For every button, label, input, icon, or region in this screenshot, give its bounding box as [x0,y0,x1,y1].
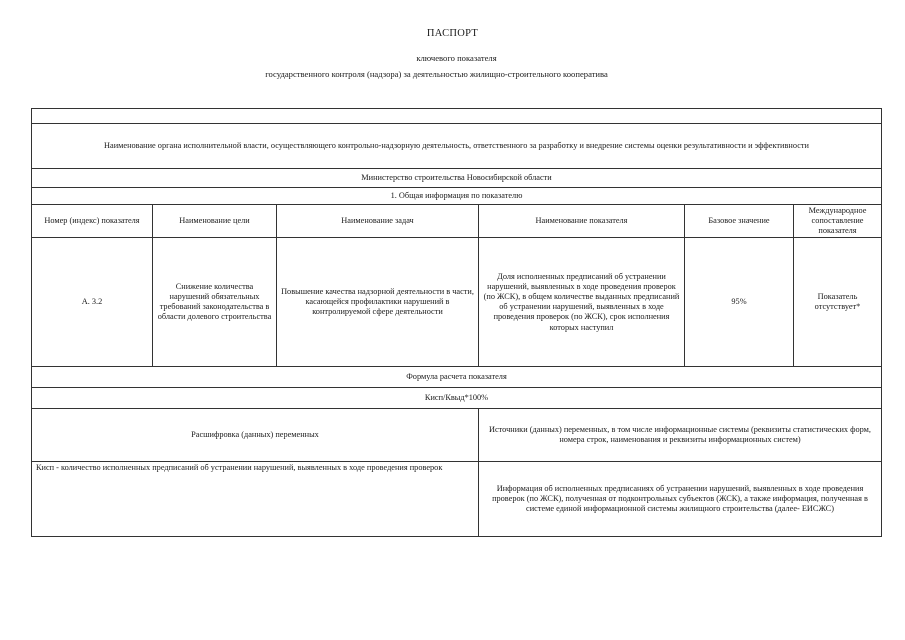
column-header-row [32,205,882,238]
cell-indicator: Доля исполненных предписаний об устранении нарушений, выявленных в ходе проведения проверок (по ЖСК), в общем количестве выданных предписаний об устранении нарушений, выявленных в ходе проведения проверок (по ЖСК), срок исполнения которых наступил [479,238,685,367]
header-goal: Наименование цели [153,205,277,238]
cell-task: Повышение качества надзорной деятельности в части, касающейся профилактики нарушений в контролируемой сфере деятельности [277,238,479,367]
variable-definition-cell: Кисп - количество исполненных предписаний об устранении нарушений, выявленных в ходе проведения проверок [32,462,479,537]
header-base-value: Базовое значение [685,205,794,238]
ministry-row [32,169,882,188]
variables-row [32,462,882,537]
variables-header-right: Источники (данных) переменных, в том числе информационные системы (реквизиты статистических форм, номера строк, наименования и реквизиты информационных систем) [479,409,882,462]
formula-header-row [32,367,882,388]
subtitle-line-1: ключевого показателя [416,53,497,63]
page-title: ПАСПОРТ [426,28,479,39]
header-task: Наименование задач [277,205,479,238]
formula-cell: Кисп/Квыд*100% [32,388,882,409]
organ-row [32,124,882,169]
ministry-cell: Министерство строительства Новосибирской области [32,169,882,188]
variables-header-left: Расшифровка (данных) переменных [32,409,479,462]
header-intl: Международное сопоставление показателя [794,205,882,238]
organ-label-cell: Наименование органа исполнительной власти, осуществляющего контрольно-надзорную деятельность, ответственного за разработку и внедрение системы оценки результативности и эффективности [32,124,882,169]
cell-index: А. 3.2 [32,238,153,367]
subtitle-line-2: государственного контроля (надзора) за деятельностью жилищно-строительного кооператива [265,69,608,79]
variables-header-row [32,409,882,462]
formula-row [32,388,882,409]
cell-goal: Снижение количества нарушений обязательных требований законодательства в области долевого строительства [153,238,277,367]
header-index: Номер (индекс) показателя [32,205,153,238]
variable-source-cell: Информация об исполненных предписаниях об устранении нарушений, выявленных в ходе проведения проверок (по ЖСК), полученная от подконтрольных субъектов (ЖСК), а также информация, полученная в системе единой информационной системы жилищного строительства (далее- ЕИСЖС) [479,462,882,537]
general-info-cell: 1. Общая информация по показателю [32,188,882,205]
cell-intl: Показатель отсутствует* [794,238,882,367]
table-spacer-row [32,109,882,124]
cell-base-value: 95% [685,238,794,367]
table-row [32,238,882,367]
formula-header-cell: Формула расчета показателя [32,367,882,388]
passport-table [31,108,882,537]
general-info-row [32,188,882,205]
header-indicator: Наименование показателя [479,205,685,238]
